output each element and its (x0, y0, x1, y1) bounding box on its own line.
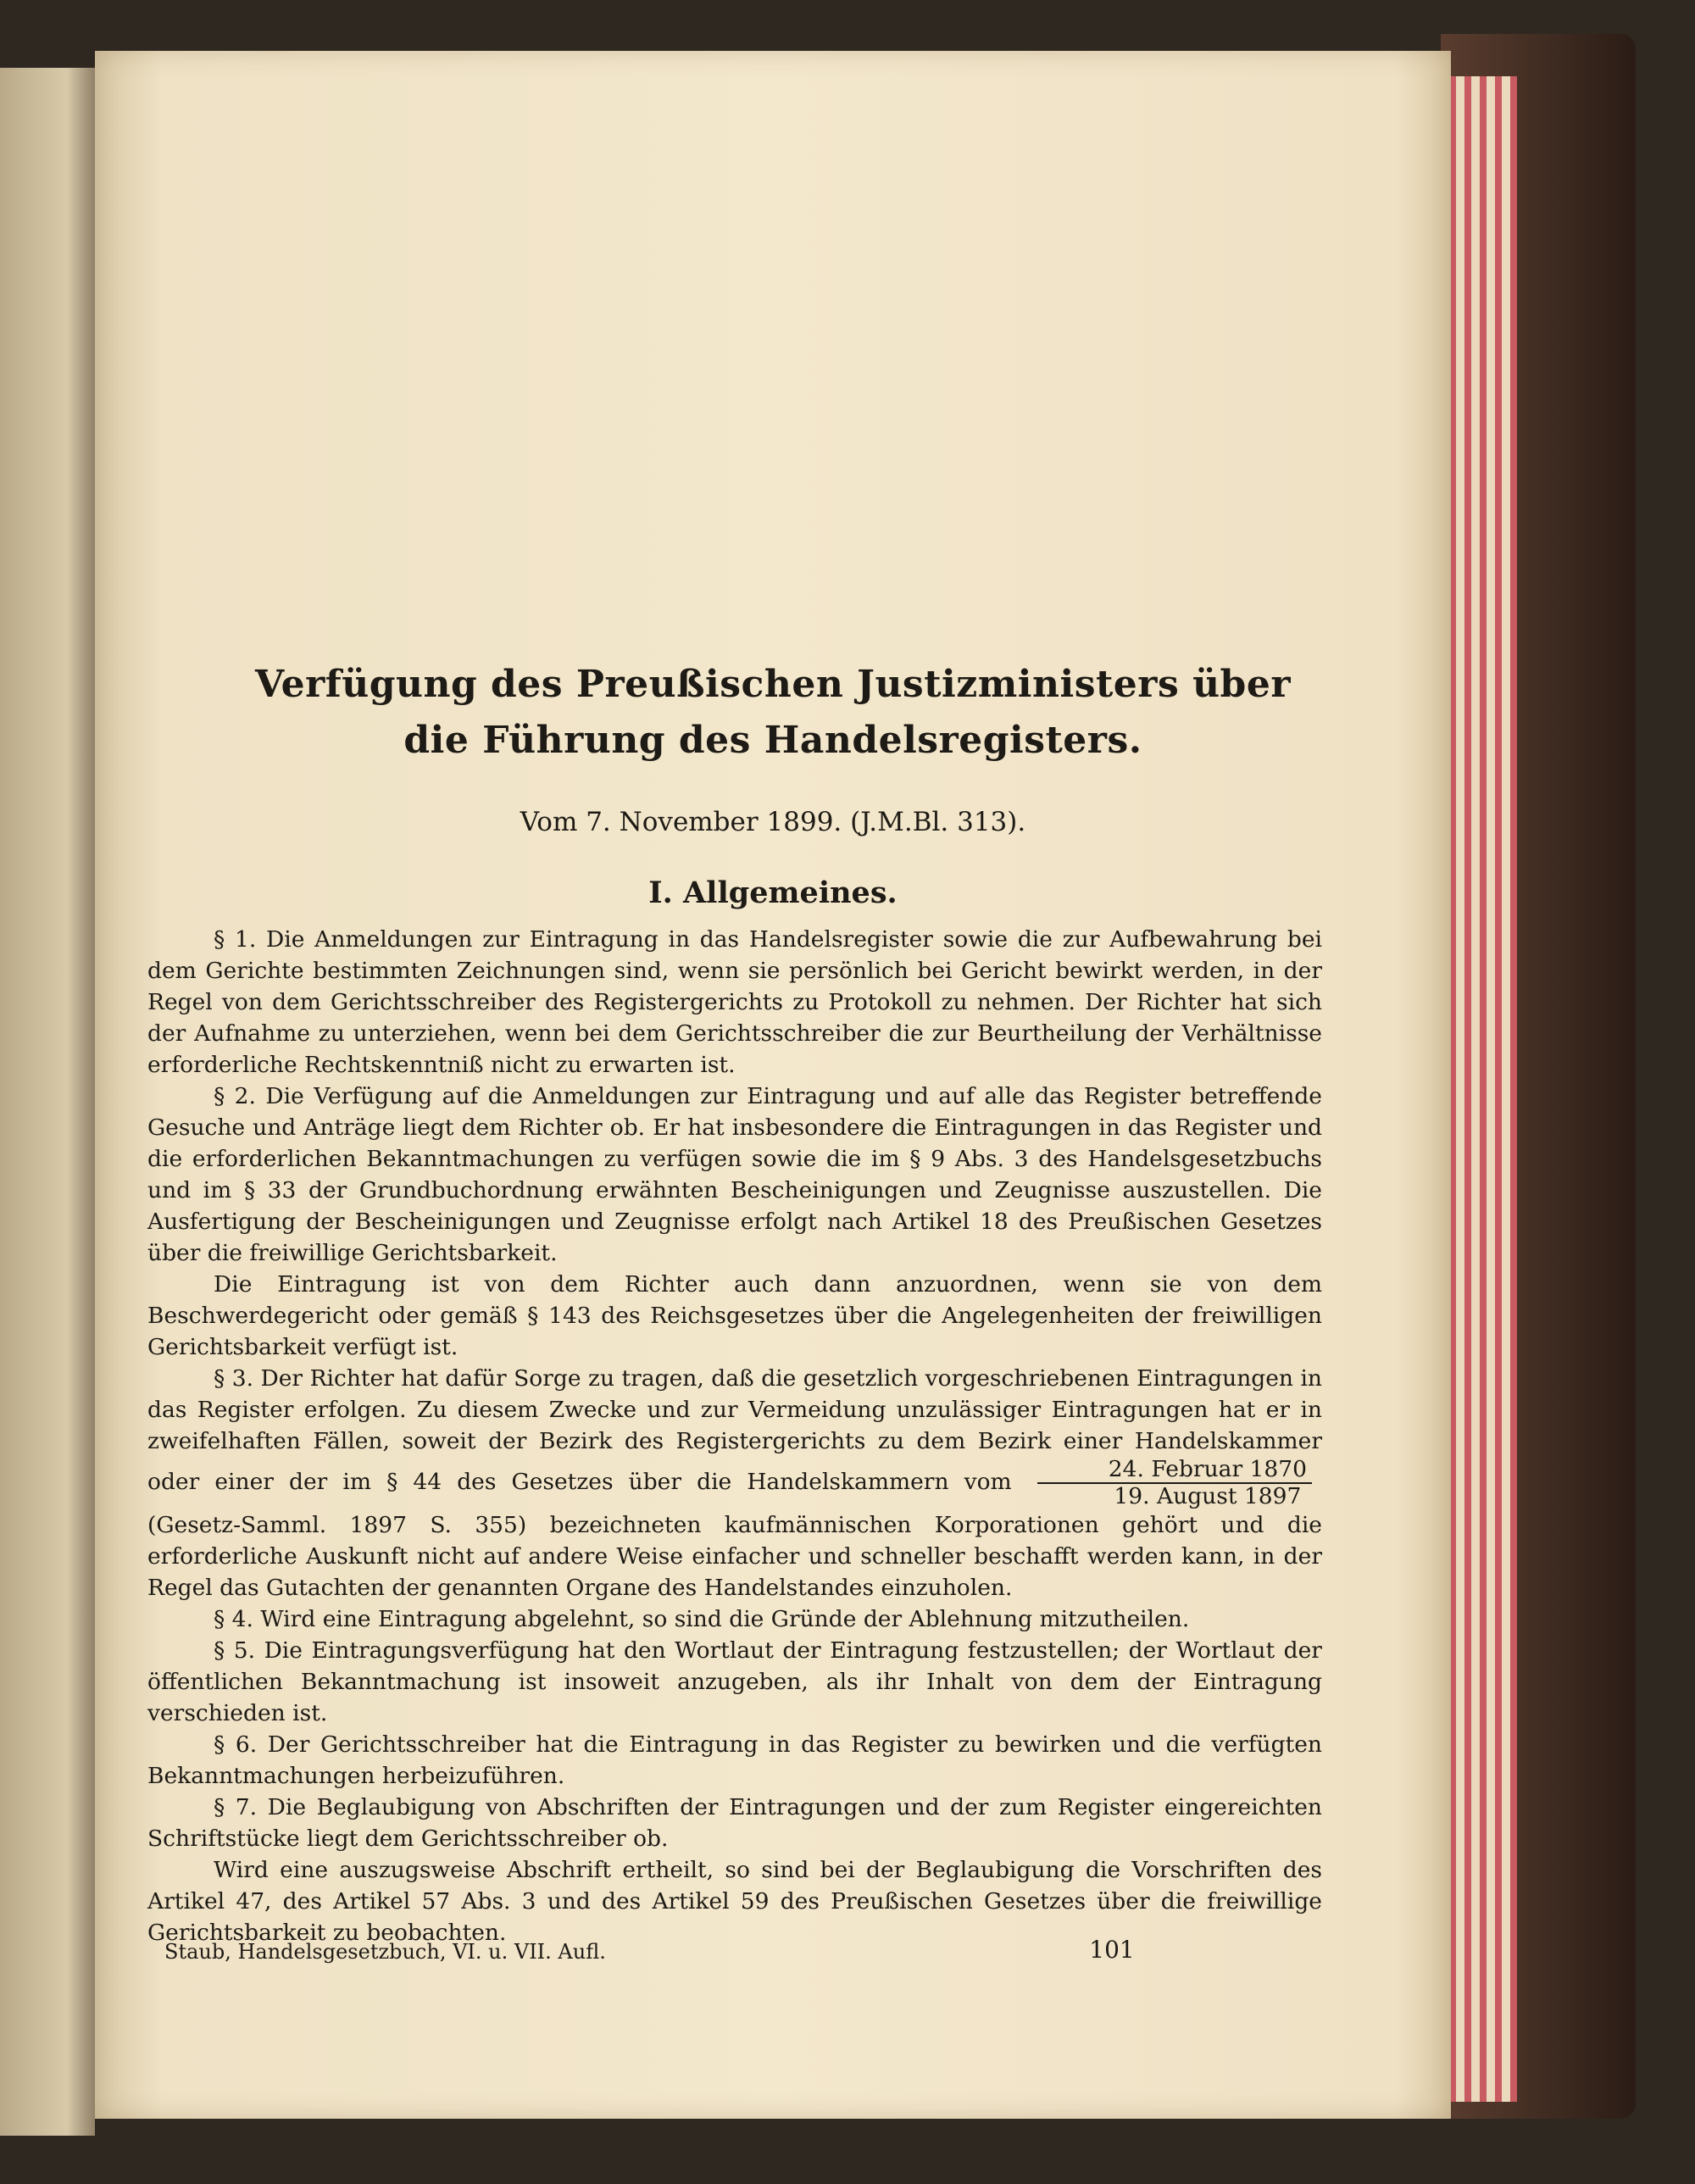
paragraph-number: § 5. (214, 1637, 256, 1664)
paragraph-number: § 3. (214, 1365, 254, 1392)
left-page-edge (0, 68, 95, 2136)
book-page (95, 51, 1451, 2119)
paragraph-number: § 1. (214, 926, 257, 953)
page-edges (1441, 76, 1551, 2102)
paragraph-number: § 4. (214, 1606, 253, 1632)
paragraph-text: Die Anmeldungen zur Eintragung in das Handelsregister sowie die zur Aufbewahrung bei dem Gerichte bestimmten Zeichnungen sind, wenn sie persönlich bei Gericht bewirkt werden, in der Regel von dem Gerichtsschreiber des Registergerichts zu Protokoll zu nehmen. Der Richter hat sich der Aufnahme zu unterziehen, wenn bei dem Gerichtsschreiber die zur Beurtheilung der Verhältnisse erforderliche Rechtskenntniß nicht zu erwarten ist. (147, 926, 1322, 1078)
paragraph-text: Die Verfügung auf die Anmeldungen zur Eintragung und auf alle das Register betreffende Gesuche und Anträge liegt dem Richter ob. Er hat insbesondere die Eintragungen in das Register und die erforderlichen Bekanntmachungen zu verfügen sowie die im § 9 Abs. 3 des Handelsgesetzbuchs und im § 33 der Grundbuchordnung erwähnten Bescheinigungen und Zeugnisse auszustellen. Die Ausfertigung der Bescheinigungen und Zeugnisse erfolgt nach Artikel 18 des Preußischen Gesetzes über die freiwillige Gerichtsbarkeit. (147, 1083, 1322, 1266)
paragraph (147, 1603, 1322, 1635)
fraction-numerator: 24. Februar 1870 (1037, 1457, 1312, 1484)
paragraph-text: Der Gerichtsschreiber hat die Eintragung in das Register zu bewirken und die verfügten Bekanntmachungen herbeizuführen. (147, 1731, 1322, 1789)
body-text (147, 924, 1322, 1948)
paragraph (147, 1854, 1322, 1948)
paragraph-text: Die Beglaubigung von Abschriften der Eintragungen und der zum Register eingereichten Schriftstücke liegt dem Gerichtsschreiber ob. (147, 1794, 1322, 1852)
paragraph-number: § 2. (214, 1083, 256, 1109)
paragraph-text-continued: (Gesetz-Samml. 1897 S. 355) bezeichneten kaufmännischen Korporationen gehört und die erforderliche Auskunft nicht auf andere Weise einfacher und schneller beschafft werden kann, in der Regel das Gutachten der genannten Organe des Handelstandes einzuholen. (147, 1512, 1322, 1601)
section-heading: I. Allgemeines. (648, 875, 898, 910)
footer-source: Staub, Handelsgesetzbuch, VI. u. VII. Aufl. (164, 1940, 606, 1964)
page-title: Verfügung des Preußischen Justizministers über die Führung des Handelsregisters. (255, 663, 1291, 762)
paragraph-number: § 6. (214, 1731, 258, 1758)
paragraph (147, 1269, 1322, 1363)
paragraph (147, 1729, 1322, 1792)
paragraph (147, 1081, 1322, 1269)
paragraph-text: Die Eintragung ist von dem Richter auch dann anzuordnen, wenn sie von dem Beschwerdegericht oder gemäß § 143 des Reichsgesetzes über die Angelegenheiten der freiwilligen Gerichtsbarkeit verfügt ist. (147, 1271, 1322, 1360)
paragraph (147, 1363, 1322, 1603)
paragraph (147, 1635, 1322, 1729)
paragraph (147, 1792, 1322, 1854)
paragraph (147, 924, 1322, 1081)
paragraph-text: Der Richter hat dafür Sorge zu tragen, daß die gesetzlich vorgeschriebenen Eintragungen in das Register erfolgen. Zu diesem Zwecke und zur Vermeidung unzulässiger Eintragungen hat er in zweifelhaften Fällen, soweit der Bezirk des Registergerichts zu dem Bezirk einer Handelskammer oder einer der im § 44 des Gesetzes über die Handelskammern vom (147, 1365, 1322, 1495)
paragraph-number: § 7. (214, 1794, 258, 1820)
paragraph-text: Die Eintragungsverfügung hat den Wortlaut der Eintragung festzustellen; der Wortlaut der öffentlichen Bekanntmachung ist insoweit anzugeben, als ihr Inhalt von dem der Eintragung verschieden ist. (147, 1637, 1322, 1726)
fraction-denominator: 19. August 1897 (1114, 1483, 1302, 1509)
page-subtitle: Vom 7. November 1899. (J.M.Bl. 313). (520, 807, 1026, 837)
date-fraction (1037, 1457, 1312, 1509)
paragraph-text: Wird eine auszugsweise Abschrift ertheilt, so sind bei der Beglaubigung die Vorschriften des Artikel 47, des Artikel 57 Abs. 3 und des Artikel 59 des Preußischen Gesetzes über die freiwillige Gerichtsbarkeit zu beobachten. (147, 1857, 1322, 1946)
paragraph-text: Wird eine Eintragung abgelehnt, so sind die Gründe der Ablehnung mitzutheilen. (260, 1606, 1190, 1632)
page-number: 101 (1089, 1936, 1135, 1964)
